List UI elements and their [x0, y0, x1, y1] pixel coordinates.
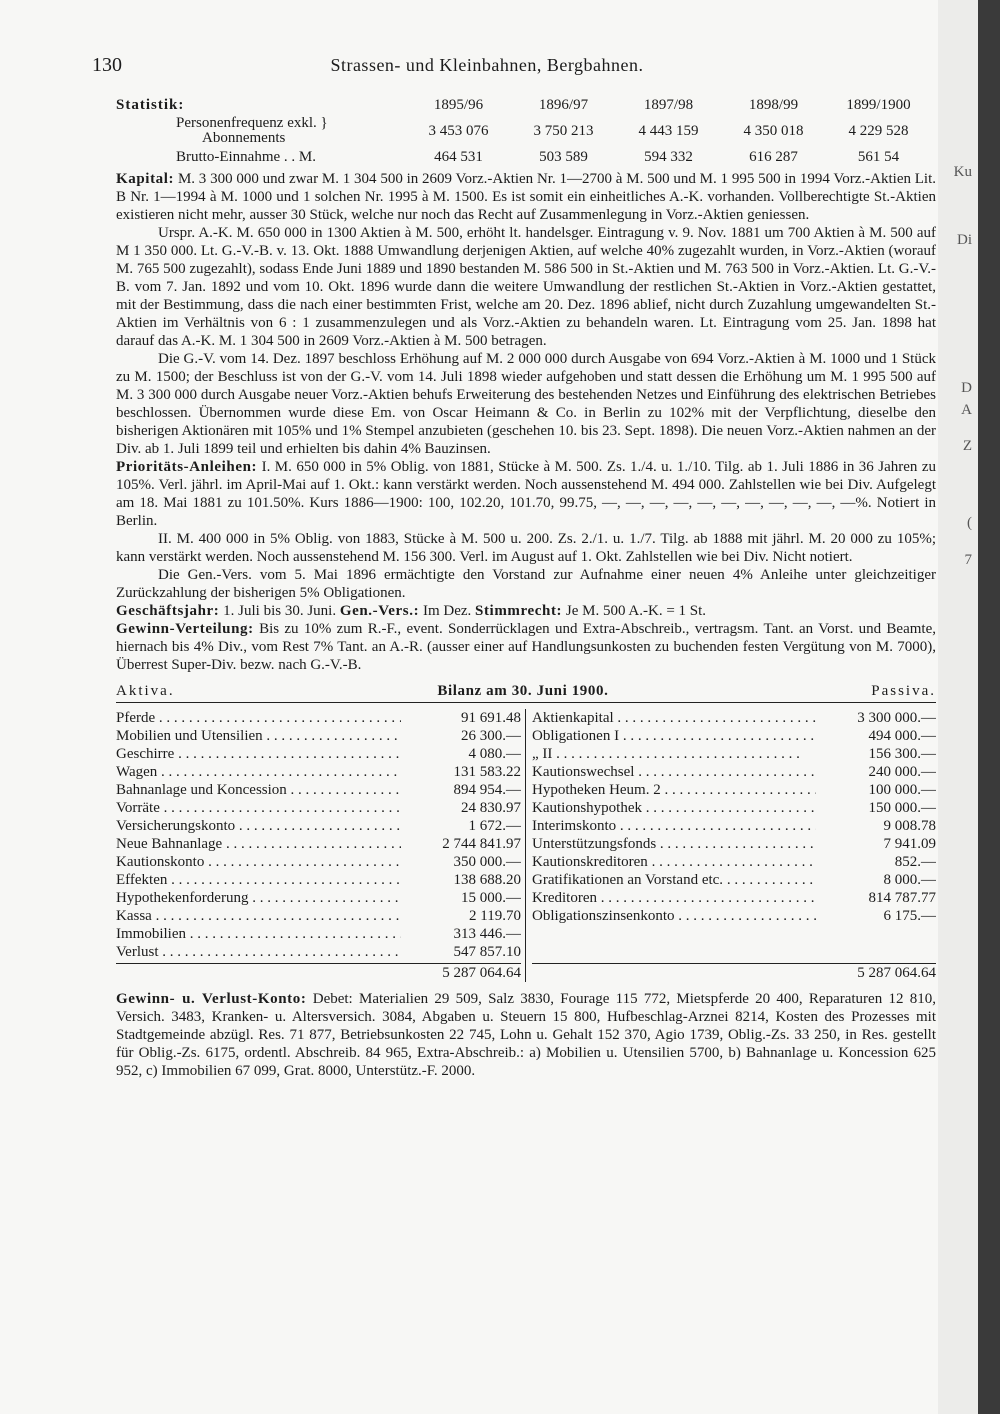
entry-label: Hypothekenforderung . . .	[116, 889, 401, 907]
aktiva-column	[116, 709, 526, 982]
table-row	[532, 763, 936, 781]
entry-value: 240 000.—	[868, 764, 936, 780]
table-row	[532, 727, 936, 745]
statistik-table	[116, 96, 936, 166]
table-row	[116, 148, 936, 166]
table-row	[116, 853, 521, 871]
page-content	[92, 54, 937, 1080]
entry-value: 131 583.22	[453, 764, 521, 780]
section-label: Geschäftsjahr:	[116, 603, 220, 619]
year-header: 1897/98	[643, 97, 694, 113]
table-row	[116, 114, 936, 148]
row-label-line: Abonnements	[202, 130, 286, 146]
entry-value: 8 000.—	[883, 872, 936, 888]
table-cell: 561 54	[857, 149, 900, 165]
entry-value: 814 787.77	[868, 890, 936, 906]
margin-fragment: D	[961, 380, 972, 396]
section-label: Prioritäts-Anleihen:	[116, 459, 258, 475]
entry-label: Hypotheken Heum. 2 . . .	[532, 781, 816, 799]
entry-value: 26 300.—	[461, 728, 521, 744]
section-label: Gewinn-Verteilung:	[116, 621, 254, 637]
statistik-label: Statistik:	[116, 97, 185, 113]
entry-value: 24 830.97	[461, 800, 521, 816]
table-cell: 616 287	[749, 149, 798, 165]
table-cell: 4 229 528	[848, 123, 909, 139]
table-row	[532, 907, 936, 925]
entry-value: 6 175.—	[883, 908, 936, 924]
margin-fragment: Di	[957, 232, 972, 248]
table-cell: 3 750 213	[533, 123, 594, 139]
paragraph: Debet: Materialien 29 509, Salz 3830, Fourage 115 772, Mietspferde 20 400, Reparaturen 12 810, Versich. 3483, Kranken- u. Altersversich. 3084, Abgaben u. Steuern 15 800, Hufbeschlag-Arznei 8214, Kosten des Prozesses mit Stadtgemeinde abzügl. Res. 71 877, Betriebsunkosten 22 745, Lohn u. Gehalt 152 370, Agio 1739, Oblig.-Zs. 33 250, in Res. gestellt für Oblig.-Zs. 6175, ordentl. Abschreib. 84 965, Extra-Abschreib.: a) Mobilien u. Utensilien 5700, b) Bahnanlage u. Koncession 625 952, c) Immobilien 67 099, Grat. 8000, Unterstütz.-F. 2000.	[116, 991, 936, 1079]
table-row	[532, 799, 936, 817]
bilanz-title: Bilanz am 30. Juni 1900.	[437, 683, 609, 699]
entry-label: Kautionskreditoren . . .	[532, 853, 816, 871]
binding-shadow	[978, 0, 1000, 1414]
entry-label: Gratifikationen an Vorstand etc. . . .	[532, 871, 816, 889]
row-label-line: Personenfrequenz exkl.	[176, 115, 317, 131]
paragraph: I. M. 650 000 in 5% Oblig. von 1881, Stücke à M. 500. Zs. 1./4. u. 1./10. Tilg. ab 1. Juli 1886 in 36 Jahren zu 105%. Verl. jährl. im April-Mai auf 1. Okt.: kann verstärkt werden. Noch aussenstehend M. 494 000. Zahlstellen wie bei Div. Aufgelegt am 18. Mai 1881 zu 101.50%. Kurs 1886—1900: 100, 102.20, 101.70, 99.75, —, —, —, —, —, —, —, —, —, —, —%. Notiert in Berlin.	[116, 459, 937, 529]
text: Je M. 500 A.-K. = 1 St.	[565, 603, 707, 619]
margin-fragment: Z	[962, 438, 972, 454]
gv-konto	[116, 990, 936, 1080]
paragraph: Die G.-V. vom 14. Dez. 1897 beschloss Erhöhung auf M. 2 000 000 durch Ausgabe von 694 Vorz.-Aktien à M. 1000 und 1 Stück zu M. 1500; der Beschluss ist von der G.-V. vom 14. Juli 1898 wieder aufgehoben und statt dessen die Erhöhung um M. 1 995 500 auf M. 3 300 000 durch Ausgabe neuer Vorz.-Aktien behufs Erweiterung des bestehenden Netzes und Einführung des elektrischen Betriebes beschlossen. Übernommen wurde diese Em. von Oscar Heimann & Co. in Berlin zu 102% mit der Verpflichtung, dieselbe den bisherigen Aktionären mit 105% und 1% Stempel anzubieten (geschehen 10. bis 23. Sept. 1898). Die neuen Vorz.-Aktien nahmen an der Div. ab 1. Juli 1899 teil und erhielten bis dahin 4% Bauzinsen.	[116, 351, 936, 457]
entry-value: 2 119.70	[469, 908, 521, 924]
entry-label: Kautionshypothek . . .	[532, 799, 816, 817]
margin-fragment: 7	[964, 552, 972, 568]
running-title: Strassen- und Kleinbahnen, Bergbahnen.	[330, 55, 644, 75]
entry-value: 138 688.20	[453, 872, 521, 888]
entry-label: Interimskonto . . .	[532, 817, 816, 835]
table-row	[532, 889, 936, 907]
paragraph: Urspr. A.-K. M. 650 000 in 1300 Aktien à M. 500, erhöht lt. handelsger. Eintragung v. 9. Nov. 1881 um 700 Aktien à M. 500 auf M 1 350 000. Lt. G.-V.-B. v. 13. Okt. 1888 Umwandlung derjenigen Aktien, auf welche 40% zugezahlt wurden, in Vorz.-Aktien (worauf M. 765 500 zugezahlt), sodass Ende Juni 1889 und 1890 bestanden M. 586 500 in St.-Aktien und M. 763 500 in Vorz.-Aktien. Lt. G.-V.-B. vom 7. Jan. 1892 und vom 10. Okt. 1896 wurde dann die weitere Umwandlung der restlichen St.-Aktien in Vorz.-Aktien gestattet, mit der Bestimmung, dass die nach einer bestimmten Frist, welche am 20. Dez. 1896 ablief, nicht durch Zuzahlung umgewandelten St.-Aktien im Verhältnis von 6 : 1 zusammenzulegen und als Vorz.-Aktien zu behandeln waren. Lt. Eintragung vom 25. Jan. 1898 hat darauf das A.-K. M. 1 304 500 in 2609 Vorz.-Aktien à M. 500 betragen.	[116, 225, 936, 349]
bilanz-header	[116, 682, 936, 703]
paragraph: Bis zu 10% zum R.-F., event. Sonderrücklagen und Extra-Abschreib., vertragsm. Tant. an Vorst. und Beamte, hiernach bis 4% Div., vom Rest 7% Tant. an A.-R. (ausser einer auf Handlungsunkosten zu buchenden festen Vergütung von M. 7000), Überrest Super-Div. bezw. nach G.-V.-B.	[116, 621, 936, 673]
passiva-column	[526, 709, 936, 982]
table-cell: 4 350 018	[743, 123, 804, 139]
table-row	[116, 835, 521, 853]
table-row	[116, 871, 521, 889]
entry-label: Versicherungskonto . . .	[116, 817, 401, 835]
page-number: 130	[92, 54, 122, 76]
table-row	[532, 853, 936, 871]
table-row	[532, 745, 936, 763]
year-header: 1898/99	[748, 97, 799, 113]
passiva-total: 5 287 064.64	[532, 963, 936, 982]
paragraph: M. 3 300 000 und zwar M. 1 304 500 in 2609 Vorz.-Aktien Nr. 1—2700 à M. 500 und M. 1 995 500 in 1994 Vorz.-Aktien Lit. B Nr. 1—1994 à M. 1000 und 1 solchen Nr. 1995 à M. 1500. Es ist somit ein einheitliches A.-K. vorhanden. Vollberechtigte St.-Aktien existieren nicht mehr, ausser 30 Stück, welche nur noch das Recht auf Zusammenlegung in Vorz.-Aktien geniessen.	[116, 171, 937, 223]
entry-label: Neue Bahnanlage . . .	[116, 835, 401, 853]
table-row	[116, 727, 521, 745]
entry-label: Kautionswechsel . . .	[532, 763, 816, 781]
entry-value: 91 691.48	[461, 710, 521, 726]
geschaeft-line	[116, 602, 936, 620]
entry-label: Unterstützungsfonds . . .	[532, 835, 816, 853]
entry-label: Geschirre . . .	[116, 745, 401, 763]
page-header	[92, 56, 852, 74]
table-row	[532, 781, 936, 799]
year-header: 1896/97	[538, 97, 589, 113]
aktiva-label: Aktiva.	[116, 683, 175, 699]
entry-value: 15 000.—	[461, 890, 521, 906]
table-row	[116, 745, 521, 763]
entry-label: Kautionskonto . . .	[116, 853, 401, 871]
entry-value: 2 744 841.97	[442, 836, 521, 852]
entry-label: „ II . . .	[532, 745, 816, 763]
entry-label: Pferde . . .	[116, 709, 401, 727]
table-cell: 3 453 076	[428, 123, 489, 139]
year-header: 1895/96	[433, 97, 484, 113]
entry-value: 3 300 000.—	[857, 710, 936, 726]
margin-fragment: (	[967, 515, 972, 531]
row-label: Personenfrequenz exkl. } Abonnements	[176, 115, 328, 146]
margin-fragment: A	[961, 402, 972, 418]
table-row	[116, 817, 521, 835]
entry-label: Kreditoren . . .	[532, 889, 816, 907]
aktiva-total: 5 287 064.64	[116, 963, 521, 982]
facing-page-fragments	[940, 0, 974, 1414]
entry-label: Vorräte . . .	[116, 799, 401, 817]
entry-label: Kassa . . .	[116, 907, 401, 925]
table-row	[532, 835, 936, 853]
table-row	[116, 943, 521, 961]
text: 1. Juli bis 30. Juni.	[223, 603, 337, 619]
section-label: Gen.-Vers.:	[339, 603, 420, 619]
section-label: Gewinn- u. Verlust-Konto:	[116, 991, 307, 1007]
entry-value: 156 300.—	[868, 746, 936, 762]
entry-label: Bahnanlage und Koncession . . .	[116, 781, 401, 799]
entry-label: Immobilien . . .	[116, 925, 401, 943]
table-row	[116, 925, 521, 943]
prioritaets-section	[116, 458, 936, 602]
margin-fragment: Ku	[953, 164, 972, 180]
paragraph: II. M. 400 000 in 5% Oblig. von 1883, Stücke à M. 500 u. 200. Zs. 2./1. u. 1./7. Tilg. ab 1888 mit jährl. M. 20 000 zu 105%; kann verstärkt werden. Noch aussenstehend M. 156 300. Verl. im August auf 1. Okt. Zahlstellen wie bei Div. Nicht notiert.	[116, 531, 936, 565]
section-label: Kapital:	[116, 171, 175, 187]
entry-value: 7 941.09	[883, 836, 936, 852]
entry-label: Aktienkapital . . .	[532, 709, 816, 727]
entry-value: 313 446.—	[453, 926, 521, 942]
entry-label: Mobilien und Utensilien . . .	[116, 727, 401, 745]
entry-label: Obligationen I . . .	[532, 727, 816, 745]
table-row	[116, 799, 521, 817]
table-row	[116, 781, 521, 799]
text: Im Dez.	[422, 603, 472, 619]
gewinn-verteilung	[116, 620, 936, 674]
table-row	[532, 709, 936, 727]
table-cell: 503 589	[539, 149, 588, 165]
entry-value: 150 000.—	[868, 800, 936, 816]
entry-value: 350 000.—	[453, 854, 521, 870]
entry-value: 852.—	[894, 854, 936, 870]
row-label: Brutto-Einnahme . . M.	[176, 149, 316, 165]
table-cell: 594 332	[644, 149, 693, 165]
table-cell: 464 531	[434, 149, 483, 165]
table-row	[532, 871, 936, 889]
paragraph: Die Gen.-Vers. vom 5. Mai 1896 ermächtigte den Vorstand zur Aufnahme einer neuen 4% Anleihe unter gleichzeitiger Zurückzahlung der bisherigen 5% Obligationen.	[116, 567, 936, 601]
entry-value: 894 954.—	[453, 782, 521, 798]
section-label: Stimmrecht:	[475, 603, 563, 619]
entry-label: Obligationszinsenkonto . . .	[532, 907, 816, 925]
table-row	[116, 889, 521, 907]
entry-label: Verlust . . .	[116, 943, 401, 961]
kapital-section	[116, 170, 936, 458]
entry-label: Wagen . . .	[116, 763, 401, 781]
entry-value: 9 008.78	[883, 818, 936, 834]
entry-value: 100 000.—	[868, 782, 936, 798]
year-header: 1899/1900	[846, 97, 911, 113]
table-cell: 4 443 159	[638, 123, 699, 139]
entry-value: 1 672.—	[468, 818, 521, 834]
table-row	[116, 709, 521, 727]
entry-value: 494 000.—	[868, 728, 936, 744]
passiva-label: Passiva.	[871, 683, 936, 699]
entry-label: Effekten . . .	[116, 871, 401, 889]
bilanz-table	[116, 709, 936, 982]
table-row	[116, 907, 521, 925]
entry-value: 4 080.—	[468, 746, 521, 762]
entry-value: 547 857.10	[453, 944, 521, 960]
table-row	[532, 817, 936, 835]
table-row	[116, 763, 521, 781]
